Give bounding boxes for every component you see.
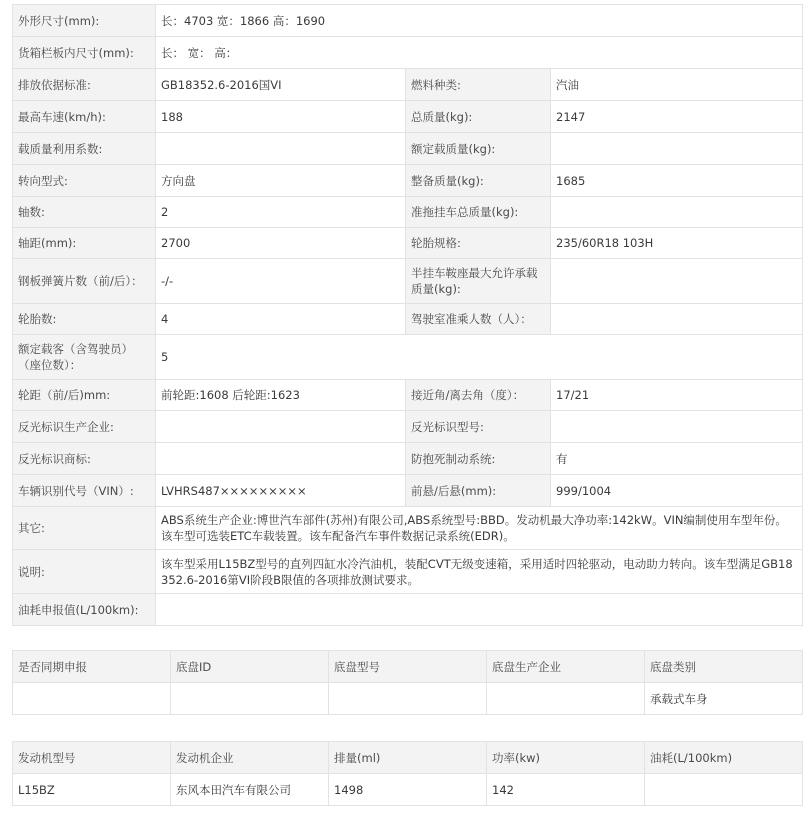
engine-cell xyxy=(645,774,803,806)
chassis-header-cell: 底盘类别 xyxy=(645,651,803,683)
dims-value: 长：4703 宽：1866 高：1690 xyxy=(156,5,803,37)
reflector-model-label: 反光标识型号: xyxy=(406,411,551,443)
spec-row-leaf-spring xyxy=(13,259,803,304)
track-value: 前轮距:1608 后轮距:1623 xyxy=(156,380,406,411)
chassis-cell xyxy=(487,683,645,715)
fuel-value: 汽油 xyxy=(551,69,803,101)
steering-value: 方向盘 xyxy=(156,165,406,197)
angles-value: 17/21 xyxy=(551,380,803,411)
engine-header-cell: 油耗(L/100km) xyxy=(645,742,803,774)
vehicle-spec-table xyxy=(12,4,803,626)
other-value: ABS系统生产企业:博世汽车部件(苏州)有限公司,ABS系统型号:BBD。发动机最大净功率:142kW。VIN编制使用车型年份。该车型可选装ETC车载装置。该车配备汽车事件数据记录系统(EDR)。 xyxy=(156,507,803,550)
engine-cell: 1498 xyxy=(329,774,487,806)
gross-mass-value: 2147 xyxy=(551,101,803,133)
spec-row-load xyxy=(13,133,803,165)
leaf-spring-value: -/- xyxy=(156,259,406,304)
track-label: 轮距（前/后)mm: xyxy=(13,380,156,411)
fuel-label: 燃料种类: xyxy=(406,69,551,101)
chassis-cell xyxy=(329,683,487,715)
tire-spec-value: 235/60R18 103H xyxy=(551,228,803,259)
gross-mass-label: 总质量(kg): xyxy=(406,101,551,133)
spec-row-wheelbase xyxy=(13,228,803,259)
spec-row-cargo-dims xyxy=(13,37,803,69)
engine-table xyxy=(12,741,803,806)
chassis-header-cell: 底盘ID xyxy=(171,651,329,683)
spec-row-speed xyxy=(13,101,803,133)
other-label: 其它: xyxy=(13,507,156,550)
load-util-label: 载质量利用系数: xyxy=(13,133,156,165)
trailer-mass-label: 准拖挂车总质量(kg): xyxy=(406,197,551,228)
spec-row-reflector xyxy=(13,411,803,443)
speed-label: 最高车速(km/h): xyxy=(13,101,156,133)
reflector-maker-label: 反光标识生产企业: xyxy=(13,411,156,443)
curb-mass-label: 整备质量(kg): xyxy=(406,165,551,197)
steering-label: 转向型式: xyxy=(13,165,156,197)
overhang-value: 999/1004 xyxy=(551,475,803,507)
passengers-value: 5 xyxy=(156,335,803,380)
speed-value: 188 xyxy=(156,101,406,133)
load-util-value xyxy=(156,133,406,165)
emission-label: 排放依据标准: xyxy=(13,69,156,101)
dims-label: 外形尺寸(mm): xyxy=(13,5,156,37)
spec-row-tires xyxy=(13,304,803,335)
saddle-value xyxy=(551,259,803,304)
engine-cell: 142 xyxy=(487,774,645,806)
trailer-mass-value xyxy=(551,197,803,228)
cab-seats-label: 驾驶室准乘人数（人）： xyxy=(406,304,551,335)
spec-row-steering xyxy=(13,165,803,197)
spec-row-note xyxy=(13,550,803,594)
abs-label: 防抱死制动系统: xyxy=(406,443,551,475)
engine-cell: L15BZ xyxy=(13,774,171,806)
saddle-label: 半挂车鞍座最大允许承载质量(kg): xyxy=(406,259,551,304)
engine-header-cell: 发动机企业 xyxy=(171,742,329,774)
spec-row-fuel-consumption xyxy=(13,594,803,626)
abs-value: 有 xyxy=(551,443,803,475)
vin-value: LVHRS487××××××××× xyxy=(156,475,406,507)
chassis-header-cell: 是否同期申报 xyxy=(13,651,171,683)
fuel-consumption-value xyxy=(156,594,803,626)
engine-header-row xyxy=(13,742,803,774)
chassis-cell xyxy=(13,683,171,715)
chassis-cell: 承载式车身 xyxy=(645,683,803,715)
spec-row-emission xyxy=(13,69,803,101)
passengers-label: 额定载客（含驾驶员）（座位数）： xyxy=(13,335,156,380)
chassis-header-cell: 底盘型号 xyxy=(329,651,487,683)
spec-row-passengers xyxy=(13,335,803,380)
fuel-consumption-label: 油耗申报值(L/100km): xyxy=(13,594,156,626)
reflector-model-value xyxy=(551,411,803,443)
wheelbase-value: 2700 xyxy=(156,228,406,259)
tires-value: 4 xyxy=(156,304,406,335)
engine-header-cell: 功率(kw) xyxy=(487,742,645,774)
curb-mass-value: 1685 xyxy=(551,165,803,197)
rated-load-label: 额定载质量(kg): xyxy=(406,133,551,165)
axles-value: 2 xyxy=(156,197,406,228)
spec-row-track xyxy=(13,380,803,411)
cargo-dims-value: 长： 宽： 高： xyxy=(156,37,803,69)
chassis-table xyxy=(12,650,803,715)
chassis-data-row xyxy=(13,683,803,715)
leaf-spring-label: 钢板弹簧片数（前/后）： xyxy=(13,259,156,304)
note-value: 该车型采用L15BZ型号的直列四缸水冷汽油机，装配CVT无级变速箱，采用适时四轮驱动，电动助力转向。该车型满足GB18352.6-2016第VI阶段B限值的各项排放测试要求。 xyxy=(156,550,803,594)
cargo-dims-label: 货箱栏板内尺寸(mm): xyxy=(13,37,156,69)
emission-value: GB18352.6-2016国VI xyxy=(156,69,406,101)
reflector-brand-label: 反光标识商标: xyxy=(13,443,156,475)
engine-cell: 东风本田汽车有限公司 xyxy=(171,774,329,806)
spec-row-other xyxy=(13,507,803,550)
angles-label: 接近角/离去角（度）： xyxy=(406,380,551,411)
tires-label: 轮胎数: xyxy=(13,304,156,335)
note-label: 说明: xyxy=(13,550,156,594)
spec-row-abs xyxy=(13,443,803,475)
reflector-brand-value xyxy=(156,443,406,475)
chassis-header-cell: 底盘生产企业 xyxy=(487,651,645,683)
tire-spec-label: 轮胎规格: xyxy=(406,228,551,259)
chassis-header-row xyxy=(13,651,803,683)
spec-row-vin xyxy=(13,475,803,507)
rated-load-value xyxy=(551,133,803,165)
reflector-maker-value xyxy=(156,411,406,443)
cab-seats-value xyxy=(551,304,803,335)
axles-label: 轴数: xyxy=(13,197,156,228)
overhang-label: 前悬/后悬(mm): xyxy=(406,475,551,507)
spec-row-axles xyxy=(13,197,803,228)
engine-header-cell: 发动机型号 xyxy=(13,742,171,774)
spec-row-dims xyxy=(13,5,803,37)
engine-header-cell: 排量(ml) xyxy=(329,742,487,774)
chassis-cell xyxy=(171,683,329,715)
vin-label: 车辆识别代号（VIN）: xyxy=(13,475,156,507)
wheelbase-label: 轴距(mm): xyxy=(13,228,156,259)
engine-data-row xyxy=(13,774,803,806)
